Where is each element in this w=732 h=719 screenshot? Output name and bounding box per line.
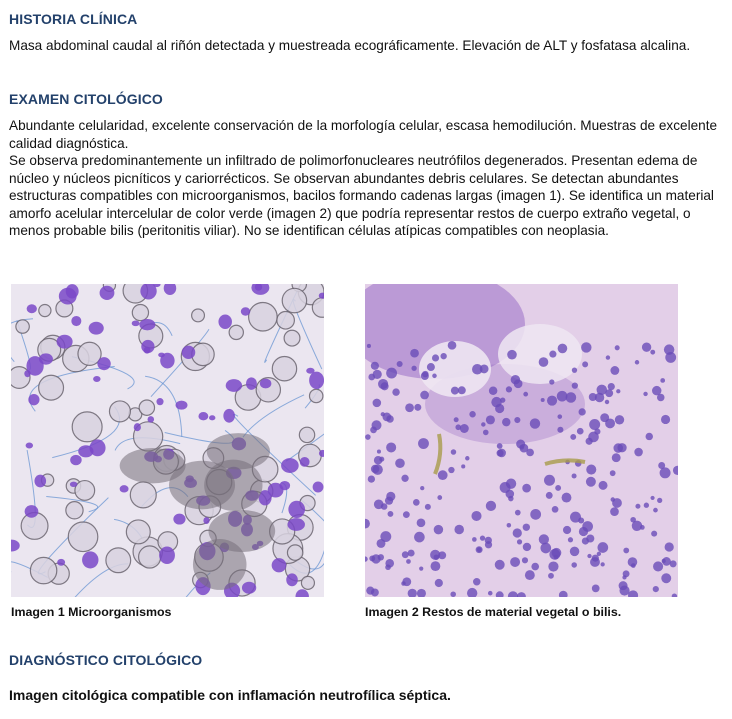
neutrophil-nucleus (139, 319, 155, 330)
neutrophil (506, 479, 516, 489)
neutrophil-nucleus (97, 357, 110, 370)
neutrophil (386, 442, 396, 452)
neutrophil (610, 507, 619, 516)
neutrophil (548, 561, 558, 571)
neutrophil-nucleus (286, 573, 298, 586)
neutrophil-nucleus (203, 517, 209, 524)
neutrophil (577, 428, 584, 435)
neutrophil (530, 418, 540, 428)
neutrophil (414, 532, 425, 543)
degenerated-cell (282, 288, 306, 312)
neutrophil (414, 404, 421, 411)
neutrophil (539, 357, 549, 367)
neutrophil (554, 555, 559, 560)
neutrophil (557, 427, 563, 433)
degenerated-cell (299, 427, 314, 442)
neutrophil-nucleus (90, 439, 106, 456)
neutrophil (461, 464, 465, 468)
neutrophil (646, 433, 653, 440)
neutrophil-nucleus (260, 379, 272, 389)
neutrophil-nucleus (281, 458, 299, 473)
degenerated-cell (139, 400, 154, 415)
neutrophil (594, 429, 600, 435)
neutrophil (371, 465, 379, 473)
neutrophil (615, 345, 620, 350)
neutrophil (377, 450, 381, 454)
neutrophil (605, 389, 613, 397)
neutrophil (507, 523, 512, 528)
neutrophil (582, 361, 588, 367)
neutrophil (483, 430, 489, 436)
neutrophil-nucleus (26, 442, 33, 448)
neutrophil (572, 383, 578, 389)
neutrophil (435, 579, 443, 587)
degenerated-cell (287, 545, 302, 560)
neutrophil-nucleus (27, 304, 37, 313)
historia-heading: HISTORIA CLÍNICA (9, 11, 138, 27)
degenerated-cell (30, 557, 56, 583)
neutrophil (473, 578, 481, 586)
neutrophil-nucleus (57, 559, 65, 566)
degenerated-cell (106, 548, 131, 573)
neutrophil (406, 559, 411, 564)
neutrophil (615, 415, 624, 424)
micrograph-1-drawing (11, 284, 324, 597)
neutrophil (589, 393, 597, 401)
neutrophil (437, 495, 442, 500)
neutrophil (386, 415, 393, 422)
neutrophil (661, 415, 670, 424)
neutrophil (544, 475, 555, 486)
degenerated-cell (272, 357, 296, 381)
neutrophil (592, 584, 600, 592)
neutrophil (471, 511, 481, 521)
neutrophil (367, 344, 371, 348)
neutrophil (488, 591, 493, 596)
neutrophil-nucleus (209, 415, 215, 420)
neutrophil-nucleus (71, 316, 81, 326)
neutrophil (465, 456, 469, 460)
neutrophil (634, 448, 643, 457)
neutrophil (606, 355, 610, 359)
neutrophil-nucleus (242, 582, 256, 594)
neutrophil (438, 551, 446, 559)
neutrophil (530, 509, 541, 520)
neutrophil (623, 548, 629, 554)
neutrophil (661, 573, 671, 583)
neutrophil (486, 501, 496, 511)
neutrophil (514, 417, 520, 423)
neutrophil-nucleus (218, 315, 231, 329)
neutrophil (450, 591, 456, 597)
neutrophil (371, 362, 379, 370)
neutrophil (571, 562, 577, 568)
neutrophil (572, 473, 577, 478)
neutrophil (653, 508, 658, 513)
neutrophil (434, 525, 443, 534)
neutrophil (374, 456, 382, 464)
degenerated-cell (68, 522, 98, 552)
neutrophil (579, 527, 588, 536)
examen-paragraph-2: Se observa predominantemente un infiltrado de polimorfonucleares neutrófilos degenerados. Presentan edema de núcleo y núcleos picníticos y cariorrécticos. Se observan abundantes debris celulares. Se detectan abundantes estructuras compatibles con microorganismos, bacilos formando cadenas largas (imagen 1). Se identifica un material amorfo acelular intercelular de color verde (imagen 2) que podría representar restos de cuerpo extraño vegetal, o menos probable bilis (peritonitis viliar). No se identifican células atípicas compatibles con neoplasia. (9, 153, 714, 238)
neutrophil (523, 524, 530, 531)
neutrophil-nucleus (246, 377, 257, 389)
neutrophil-nucleus (313, 481, 324, 492)
neutrophil-nucleus (93, 376, 100, 382)
neutrophil-nucleus (25, 505, 39, 518)
neutrophil (489, 387, 497, 395)
neutrophil (650, 350, 655, 355)
neutrophil (563, 526, 571, 534)
neutrophil-nucleus (173, 514, 185, 525)
examen-text (9, 117, 721, 240)
neutrophil (586, 477, 596, 487)
neutrophil (420, 391, 429, 400)
neutrophil (401, 475, 408, 482)
diagnostico-conclusion: Imagen citológica compatible con inflamación neutrofílica séptica. (9, 687, 451, 703)
neutrophil (395, 458, 405, 468)
neutrophil (587, 554, 591, 558)
neutrophil (476, 546, 483, 553)
neutrophil (605, 400, 609, 404)
neutrophil-nucleus (148, 416, 155, 422)
neutrophil (377, 539, 386, 548)
neutrophil (420, 486, 424, 490)
neutrophil (388, 511, 394, 517)
degenerated-cell (75, 481, 95, 501)
neutrophil (371, 554, 380, 563)
neutrophil (448, 341, 457, 350)
neutrophil-nucleus (144, 347, 151, 354)
neutrophil (497, 443, 503, 449)
neutrophil (597, 542, 608, 553)
image-1-caption: Imagen 1 Microorganismos (11, 605, 172, 619)
neutrophil (605, 418, 615, 428)
neutrophil (662, 557, 671, 566)
degenerated-cell (66, 502, 83, 519)
degenerated-cell (109, 401, 130, 422)
neutrophil (419, 567, 423, 571)
neutrophil (425, 504, 431, 510)
degenerated-cell (192, 309, 205, 322)
neutrophil (630, 517, 636, 523)
neutrophil (397, 361, 403, 367)
neutrophil (523, 543, 531, 551)
neutrophil (653, 561, 663, 571)
neutrophil (417, 518, 426, 527)
neutrophil-nucleus (182, 346, 196, 359)
neutrophil (432, 374, 437, 379)
neutrophil (469, 411, 475, 417)
neutrophil (386, 368, 397, 379)
degenerated-cell (72, 412, 102, 442)
degenerated-cell (229, 325, 243, 339)
neutrophil (660, 467, 671, 478)
neutrophil (570, 434, 576, 440)
neutrophil-nucleus (70, 455, 82, 465)
degenerated-cell (126, 520, 150, 544)
neutrophil (522, 557, 528, 563)
neutrophil (385, 497, 393, 505)
neutrophil (611, 497, 616, 502)
neutrophil (635, 504, 640, 509)
neutrophil (368, 475, 375, 482)
neutrophil-nucleus (120, 485, 129, 492)
neutrophil (619, 585, 629, 595)
neutrophil-nucleus (57, 335, 73, 349)
neutrophil-nucleus (223, 409, 235, 423)
neutrophil (586, 534, 594, 542)
neutrophil (653, 586, 659, 592)
neutrophil (599, 481, 608, 490)
neutrophil (495, 404, 504, 413)
neutrophil (497, 449, 506, 458)
neutrophil (579, 408, 586, 415)
neutrophil (408, 550, 415, 557)
neutrophil (557, 414, 562, 419)
neutrophil (515, 510, 521, 516)
neutrophil (644, 503, 649, 508)
degenerated-cell (139, 546, 161, 568)
neutrophil-nucleus (28, 394, 39, 405)
neutrophil (592, 555, 599, 562)
neutrophil (566, 392, 577, 403)
neutrophil (540, 543, 551, 554)
neutrophil (531, 563, 539, 571)
neutrophil-nucleus (279, 481, 290, 490)
cell-debris (207, 433, 270, 469)
neutrophil (481, 422, 485, 426)
examen-heading: EXAMEN CITOLÓGICO (9, 91, 163, 107)
degenerated-cell (39, 304, 51, 316)
neutrophil (568, 537, 573, 542)
neutrophil (374, 500, 384, 510)
micrograph-image-2 (365, 284, 678, 597)
degenerated-cell (277, 312, 295, 330)
neutrophil (552, 506, 559, 513)
neutrophil (586, 465, 596, 475)
neutrophil (549, 379, 554, 384)
neutrophil (572, 367, 577, 372)
neutrophil-nucleus (39, 353, 53, 364)
neutrophil (608, 383, 615, 390)
neutrophil (643, 392, 647, 396)
neutrophil-nucleus (100, 286, 115, 300)
neutrophil (546, 492, 553, 499)
neutrophil (513, 528, 522, 537)
neutrophil (455, 424, 461, 430)
neutrophil-nucleus (34, 475, 46, 488)
degenerated-cell (132, 304, 148, 320)
neutrophil-nucleus (198, 412, 208, 420)
neutrophil (658, 462, 665, 469)
neutrophil (642, 343, 651, 352)
neutrophil (510, 557, 520, 567)
neutrophil (570, 547, 580, 557)
micrograph-image-1 (11, 284, 324, 597)
neutrophil (522, 484, 531, 493)
neutrophil-nucleus (59, 288, 77, 305)
diagnostico-heading: DIAGNÓSTICO CITOLÓGICO (9, 652, 203, 668)
neutrophil (418, 438, 429, 449)
neutrophil-nucleus (226, 379, 242, 392)
degenerated-cell (78, 342, 101, 365)
neutrophil (472, 537, 477, 542)
neutrophil (520, 444, 529, 453)
neutrophil (502, 418, 510, 426)
neutrophil (405, 403, 414, 412)
degenerated-cell (192, 343, 214, 365)
neutrophil (660, 378, 665, 383)
neutrophil (622, 575, 626, 579)
degenerated-cell (130, 482, 156, 508)
neutrophil (486, 415, 495, 424)
neutrophil (448, 467, 454, 473)
neutrophil-nucleus (309, 372, 324, 389)
degenerated-cell (39, 375, 64, 400)
examen-paragraph-1: Abundante celularidad, excelente conservación de la morfología celular, escasa hemodilución. Muestras de excelente calidad diagnóstica. (9, 118, 718, 151)
neutrophil (485, 537, 492, 544)
neutrophil (665, 352, 676, 363)
degenerated-cell (284, 330, 300, 346)
neutrophil (555, 485, 561, 491)
neutrophil (370, 427, 377, 434)
neutrophil (610, 366, 619, 375)
neutrophil (610, 470, 616, 476)
neutrophil (589, 419, 600, 430)
neutrophil (612, 453, 621, 462)
neutrophil (432, 354, 439, 361)
neutrophil (366, 587, 374, 595)
neutrophil (495, 560, 505, 570)
neutrophil (547, 396, 557, 406)
neutrophil-nucleus (70, 482, 78, 487)
neutrophil (431, 561, 441, 571)
neutrophil (451, 387, 459, 395)
historia-paragraph: Masa abdominal caudal al riñón detectada y muestreada ecográficamente. Elevación de ALT y fosfatasa alcalina. (9, 38, 691, 53)
neutrophil (657, 498, 662, 503)
neutrophil-nucleus (272, 558, 287, 572)
neutrophil (458, 386, 466, 394)
micrograph-2-drawing (365, 284, 678, 597)
neutrophil (438, 470, 448, 480)
neutrophil (500, 397, 505, 402)
neutrophil (651, 531, 657, 537)
neutrophil (411, 366, 416, 371)
neutrophil-nucleus (89, 322, 104, 335)
neutrophil (523, 392, 528, 397)
neutrophil-nucleus (156, 398, 163, 405)
neutrophil (402, 577, 411, 586)
neutrophil (617, 443, 626, 452)
cell-debris (208, 510, 275, 552)
neutrophil (631, 563, 636, 568)
neutrophil (525, 570, 535, 580)
neutrophil (441, 353, 447, 359)
neutrophil-nucleus (300, 457, 310, 467)
neutrophil (381, 382, 389, 390)
neutrophil (410, 349, 419, 358)
degenerated-cell (16, 320, 29, 333)
neutrophil (511, 375, 520, 384)
neutrophil (421, 372, 429, 380)
neutrophil (548, 573, 554, 579)
neutrophil (616, 389, 620, 393)
image-2-caption: Imagen 2 Restos de material vegetal o bilis. (365, 605, 622, 619)
neutrophil (578, 517, 584, 523)
neutrophil (517, 539, 522, 544)
neutrophil (480, 535, 485, 540)
neutrophil-nucleus (241, 307, 250, 316)
neutrophil (385, 559, 394, 568)
neutrophil (506, 386, 512, 392)
neutrophil-nucleus (160, 353, 174, 369)
neutrophil (562, 493, 572, 503)
neutrophil-nucleus (134, 423, 141, 431)
neutrophil (558, 344, 568, 354)
neutrophil-nucleus (82, 551, 98, 568)
neutrophil (451, 449, 456, 454)
neutrophil (541, 398, 545, 402)
neutrophil (652, 386, 661, 395)
neutrophil-nucleus (24, 370, 30, 377)
neutrophil (635, 360, 639, 364)
neutrophil (365, 434, 371, 440)
neutrophil (413, 499, 420, 506)
neutrophil (454, 417, 459, 422)
neutrophil (403, 511, 410, 518)
neutrophil-nucleus (288, 501, 305, 518)
neutrophil (650, 496, 654, 500)
neutrophil (460, 424, 469, 433)
neutrophil (581, 342, 591, 352)
neutrophil (427, 363, 435, 371)
degenerated-cell (301, 576, 314, 589)
neutrophil-nucleus (132, 320, 140, 326)
degenerated-cell (249, 302, 278, 331)
neutrophil (368, 374, 375, 381)
neutrophil (402, 551, 409, 558)
neutrophil (373, 399, 382, 408)
neutrophil (480, 364, 489, 373)
neutrophil (454, 525, 464, 535)
neutrophil (507, 350, 517, 360)
neutrophil (665, 542, 674, 551)
degenerated-cell (309, 389, 322, 402)
neutrophil-nucleus (176, 401, 188, 410)
historia-text (9, 37, 721, 55)
neutrophil-nucleus (159, 547, 175, 565)
neutrophil (601, 562, 605, 566)
neutrophil (549, 351, 556, 358)
neutrophil-nucleus (288, 518, 305, 531)
neutrophil (392, 388, 399, 395)
